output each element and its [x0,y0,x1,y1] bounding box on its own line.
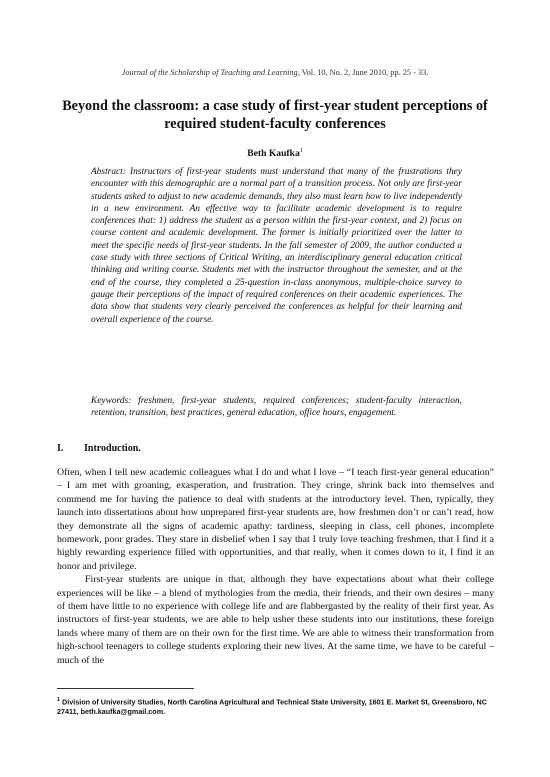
section-title: Introduction. [84,443,141,454]
footnote-text: Division of University Studies, North Carolina Agricultural and Technical State University, 1601 E. Market St, Greensboro, NC 27411, beth.kaufka@gmail.com. [57,697,487,717]
journal-header [0,68,550,77]
keywords: Keywords: freshmen, first-year students, required conferences; student-faculty interaction, retention, transition, best practices, general education, office hours, engagement. [91,396,462,419]
author-name: Beth Kaufka [247,148,300,160]
footnote-divider [57,688,194,689]
section-heading [57,443,141,454]
author-line [0,148,550,159]
footnote-mark: 1 [57,697,61,703]
body-text [57,466,494,667]
journal-citation: Vol. 10, No. 2, June 2010, pp. 25 - 33. [299,68,429,77]
abstract: Abstract: Instructors of first-year students must understand that many of the frustrations they encounter with this demographic are a normal part of a transition process. Not only are first-year students asked to adjust to new academic demands, they also must learn how to live independently in a new environment. An effective way to facilitate academic development is to require conferences that: 1) address the student as a person within the first-year context, and 2) focus on course content and academic development. The former is initially prioritized over the latter to meet the specific needs of first-year students. In the fall semester of 2009, the author conducted a case study with three sections of Critical Writing, an interdisciplinary general education critical thinking and writing course. Students met with the instructor throughout the semester, and at the end of the course, they completed a 25-question in-class anonymous, multiple-choice survey to gauge their perceptions of the impact of required conferences on their academic experiences. The data show that students very clearly perceived the conferences as helpful for their learning and overall experience of the course. [91,167,462,325]
paper-title: Beyond the classroom: a case study of first-year student perceptions of required student-faculty conferences [62,98,488,132]
section-number: I. [57,443,64,454]
author-footnote-mark: 1 [299,148,303,154]
paragraph-1: Often, when I tell new academic colleagues what I do and what I love – “I teach first-year general education” – I am met with groaning, exasperation, and frustration. They cringe, shrink back into themselves and commend me for having the patience to deal with students at the introductory level. Then, typically, they launch into dissertations about how unprepared first-year students are, how freshmen don’t or can’t read, how they demonstrate all the signs of academic apathy: tardiness, sleeping in class, cell phones, incomplete homework, poor grades. They stare in disbelief when I say that I truly love teaching freshmen, that I find it a highly rewarding experience filled with opportunities, and that really, when it comes down to it, I find it an honor and privilege. [57,467,494,572]
paragraph-2: First-year students are unique in that, although they have expectations about what their college experiences will be like – a blend of mythologies from the media, their friends, and their own desires – many of them have little to no experience with college life and are flabbergasted by the reality of their first year. As instructors of first-year students, we are able to help usher these students into our institutions, these foreign lands where many of them are on their own for the first time. We are able to witness their transformation from high-school teenagers to college students exploring their new lives. At the same time, we have to be careful – much of the [57,574,494,666]
journal-name: Journal of the Scholarship of Teaching and Learning, [121,68,300,77]
footnote [57,695,494,717]
